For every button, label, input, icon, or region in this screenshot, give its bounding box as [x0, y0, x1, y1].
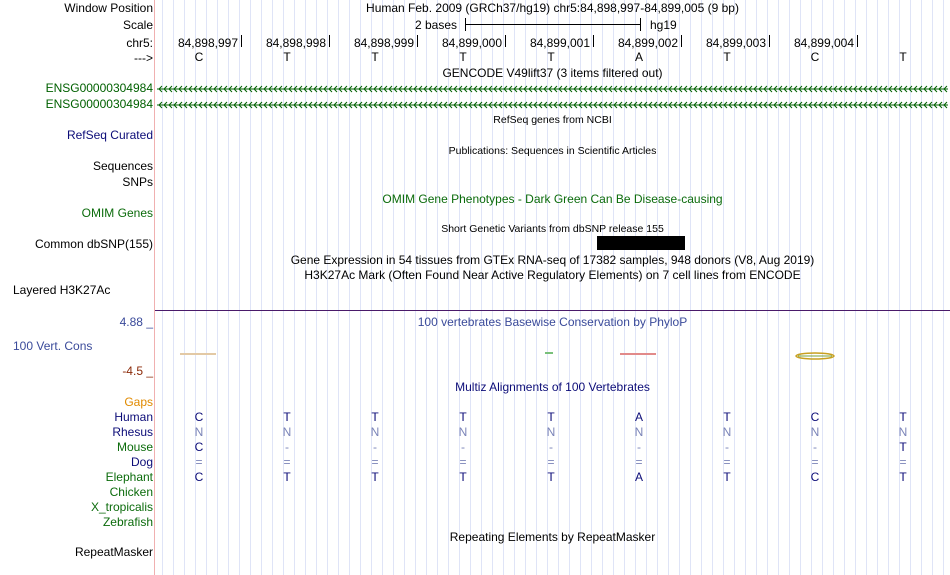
- aligned-base: N: [722, 425, 732, 439]
- aligned-base: N: [898, 425, 908, 439]
- species-label-rhesus[interactable]: Rhesus: [112, 425, 153, 439]
- species-label-elephant[interactable]: Elephant: [105, 470, 153, 484]
- ruler-tick: [329, 35, 330, 47]
- scale-value: 2 bases: [415, 18, 458, 32]
- aligned-base: T: [459, 470, 467, 484]
- aligned-base: C: [810, 470, 820, 484]
- aligned-base: -: [285, 440, 289, 454]
- aligned-base: N: [458, 425, 468, 439]
- ruler-tick: [417, 35, 418, 47]
- reference-base: T: [283, 50, 291, 64]
- aligned-base: T: [723, 410, 731, 424]
- aligned-base: C: [194, 440, 204, 454]
- ruler-tick: [241, 35, 242, 47]
- omim-track-title[interactable]: OMIM Gene Phenotypes - Dark Green Can Be Disease-causing: [382, 192, 723, 206]
- aligned-base: N: [810, 425, 820, 439]
- refseq-label[interactable]: RefSeq Curated: [66, 128, 153, 142]
- ruler-position: 84,898,999: [353, 36, 414, 50]
- aligned-base: -: [637, 440, 641, 454]
- reference-base: T: [723, 50, 731, 64]
- dbsnp-label[interactable]: Common dbSNP(155): [34, 237, 153, 251]
- aligned-base: C: [194, 470, 204, 484]
- ruler-position: 84,899,000: [441, 36, 502, 50]
- gencode-item-2[interactable]: ENSG00000304984: [45, 97, 153, 111]
- gencode-gene-line-1[interactable]: [157, 83, 948, 95]
- sequences-label[interactable]: Sequences: [92, 159, 153, 173]
- cons-max-value: 4.88 _: [119, 315, 153, 329]
- omim-label[interactable]: OMIM Genes: [81, 206, 153, 220]
- aligned-base: T: [547, 410, 555, 424]
- chrom-label: chr5:: [126, 36, 153, 50]
- aligned-base: -: [813, 440, 817, 454]
- gencode-track-title[interactable]: GENCODE V49lift37 (3 items filtered out): [442, 66, 663, 80]
- cons-mark-1: [180, 353, 216, 355]
- aligned-base: -: [461, 440, 465, 454]
- species-label-dog[interactable]: Dog: [130, 455, 153, 469]
- cons-label[interactable]: 100 Vert. Cons: [13, 339, 93, 353]
- h3k27ac-label[interactable]: Layered H3K27Ac: [13, 283, 111, 297]
- strand-label: --->: [134, 51, 153, 65]
- reference-base: T: [371, 50, 379, 64]
- ruler-tick: [505, 35, 506, 47]
- gencode-gene-line-2[interactable]: [157, 99, 948, 111]
- aligned-base: T: [371, 410, 379, 424]
- aligned-base: C: [810, 410, 820, 424]
- reference-base: C: [810, 50, 820, 64]
- aligned-base: =: [371, 455, 379, 469]
- species-label-x_tropicalis[interactable]: X_tropicalis: [90, 500, 153, 514]
- aligned-base: C: [194, 410, 204, 424]
- species-label-mouse[interactable]: Mouse: [116, 440, 153, 454]
- species-label-chicken[interactable]: Chicken: [109, 485, 153, 499]
- ruler-position: 84,899,001: [529, 36, 590, 50]
- window-position-label: Window Position: [64, 1, 153, 15]
- gtex-track-title[interactable]: Gene Expression in 54 tissues from GTEx RNA-seq of 17382 samples, 948 donors (V8, Aug 2019): [290, 253, 815, 267]
- scale-bar: [465, 18, 641, 32]
- aligned-base: T: [283, 410, 291, 424]
- cons-min-value: -4.5 _: [122, 364, 153, 378]
- sequences-track-title[interactable]: Publications: Sequences in Scientific Articles: [448, 145, 657, 157]
- aligned-base: -: [549, 440, 553, 454]
- cons-track-title[interactable]: 100 vertebrates Basewise Conservation by PhyloP: [417, 315, 688, 329]
- cons-mark-2: [545, 352, 553, 354]
- ruler-tick: [593, 35, 594, 47]
- multiz-track-title[interactable]: Multiz Alignments of 100 Vertebrates: [455, 380, 650, 394]
- repeat-track-title[interactable]: Repeating Elements by RepeatMasker: [449, 530, 656, 544]
- aligned-base: N: [546, 425, 556, 439]
- aligned-base: T: [899, 410, 907, 424]
- h3k27ac-track-title[interactable]: H3K27Ac Mark (Often Found Near Active Regulatory Elements) on 7 cell lines from ENCODE: [304, 268, 801, 282]
- aligned-base: T: [283, 470, 291, 484]
- species-label-zebrafish[interactable]: Zebrafish: [102, 515, 153, 529]
- aligned-base: N: [634, 425, 644, 439]
- gencode-item-1[interactable]: ENSG00000304984: [45, 81, 153, 95]
- reference-base: T: [459, 50, 467, 64]
- ruler-position: 84,898,998: [265, 36, 326, 50]
- ruler-position: 84,899,004: [793, 36, 854, 50]
- refseq-track-title[interactable]: RefSeq genes from NCBI: [493, 114, 612, 126]
- species-label-human[interactable]: Human: [114, 410, 153, 424]
- aligned-base: A: [634, 470, 643, 484]
- aligned-base: -: [373, 440, 377, 454]
- aligned-base: =: [811, 455, 819, 469]
- aligned-base: T: [899, 440, 907, 454]
- cons-mark-4: [794, 351, 836, 361]
- aligned-base: T: [371, 470, 379, 484]
- gaps-label[interactable]: Gaps: [124, 395, 153, 409]
- scale-label: Scale: [122, 18, 153, 32]
- aligned-base: =: [459, 455, 467, 469]
- aligned-base: =: [283, 455, 291, 469]
- aligned-base: T: [723, 470, 731, 484]
- aligned-base: A: [634, 410, 643, 424]
- reference-base: T: [899, 50, 907, 64]
- aligned-base: N: [194, 425, 204, 439]
- reference-base: T: [547, 50, 555, 64]
- aligned-base: -: [725, 440, 729, 454]
- aligned-base: N: [282, 425, 292, 439]
- scale-assembly: hg19: [650, 18, 677, 32]
- aligned-base: =: [635, 455, 643, 469]
- window-position-value: Human Feb. 2009 (GRCh37/hg19) chr5:84,898,997-84,899,005 (9 bp): [366, 1, 739, 15]
- aligned-base: N: [370, 425, 380, 439]
- aligned-base: =: [195, 455, 203, 469]
- ruler-tick: [681, 35, 682, 47]
- h3k27ac-signal-line: [155, 310, 950, 311]
- aligned-base: T: [459, 410, 467, 424]
- dbsnp-variant-bar[interactable]: [597, 236, 685, 250]
- aligned-base: T: [547, 470, 555, 484]
- snps-label[interactable]: SNPs: [122, 175, 153, 189]
- ruler-position: 84,898,997: [177, 36, 238, 50]
- ruler-tick: [769, 35, 770, 47]
- aligned-base: =: [547, 455, 555, 469]
- repeat-label[interactable]: RepeatMasker: [74, 545, 153, 559]
- reference-base: A: [634, 50, 643, 64]
- ruler-tick: [857, 35, 858, 47]
- cons-mark-3: [620, 353, 656, 355]
- aligned-base: =: [723, 455, 731, 469]
- aligned-base: T: [899, 470, 907, 484]
- dbsnp-track-title[interactable]: Short Genetic Variants from dbSNP release 155: [441, 223, 664, 235]
- aligned-base: =: [899, 455, 907, 469]
- ruler-position: 84,899,002: [617, 36, 678, 50]
- sidebar-separator: [154, 0, 155, 575]
- ruler-position: 84,899,003: [705, 36, 766, 50]
- reference-base: C: [194, 50, 204, 64]
